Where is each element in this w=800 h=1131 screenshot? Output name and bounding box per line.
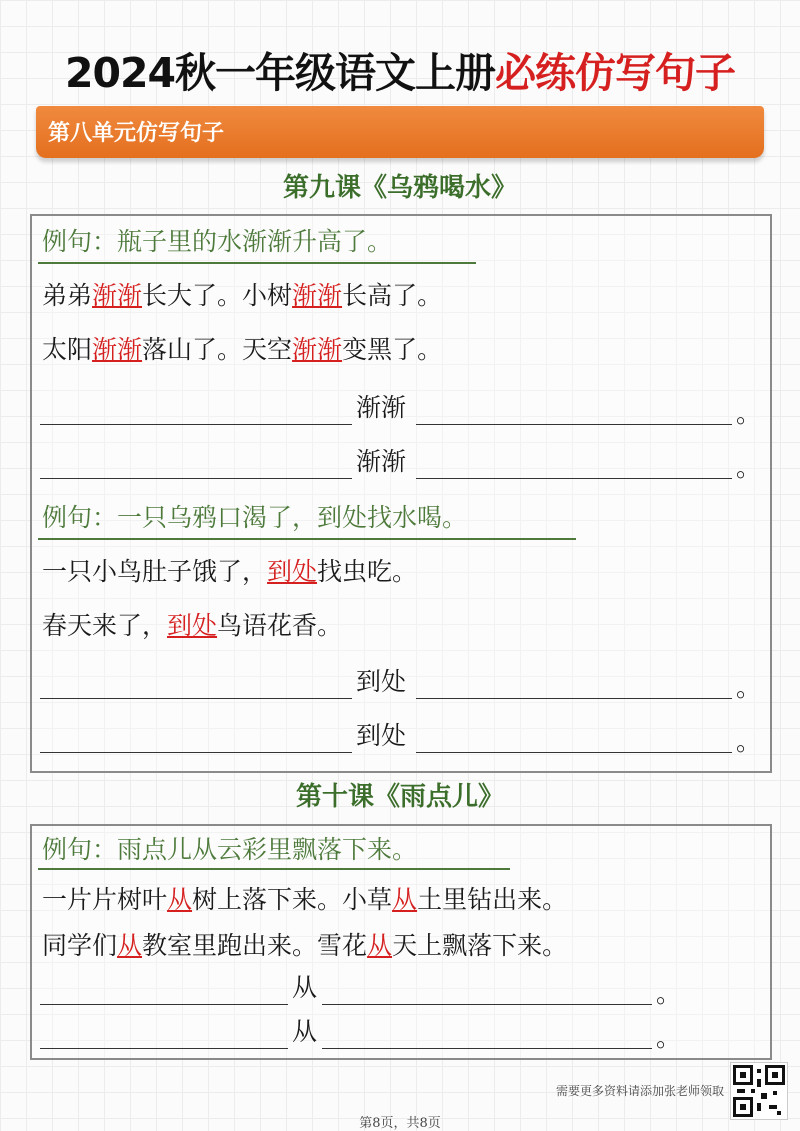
example-sentence-3: 例句：雨点儿从云彩里飘落下来。 — [42, 835, 418, 864]
blank-before[interactable] — [40, 424, 352, 425]
example-underline — [38, 538, 576, 540]
sample-line: 一只小鸟肚子饿了，到处找虫吃。 — [42, 557, 418, 586]
period: 。 — [736, 727, 762, 756]
unit-title: 第八单元仿写句子 — [48, 121, 225, 146]
blank-after[interactable] — [416, 478, 732, 479]
period: 。 — [736, 399, 762, 428]
blank-after[interactable] — [416, 752, 732, 753]
example-underline — [38, 262, 476, 264]
footer-note: 需要更多资料请添加张老师领取 — [556, 1084, 725, 1098]
fill-in-row — [40, 388, 760, 428]
sample-line: 同学们从教室里跑出来。雪花从天上飘落下来。 — [42, 931, 568, 960]
sample-line: 弟弟渐渐长大了。小树渐渐长高了。 — [42, 281, 443, 310]
blank-after[interactable] — [416, 698, 732, 699]
period: 。 — [736, 453, 762, 482]
fill-in-row — [40, 716, 760, 756]
sample-line: 一片片树叶从树上落下来。小草从土里钻出来。 — [42, 885, 568, 914]
blank-before[interactable] — [40, 698, 352, 699]
example-underline — [38, 868, 510, 870]
blank-before[interactable] — [40, 752, 352, 753]
page-title — [0, 40, 800, 99]
keyword: 到处 — [356, 667, 407, 696]
title-highlight: 必练仿写句子 — [495, 49, 736, 97]
page-number: 第8页，共8页 — [359, 1116, 441, 1131]
period: 。 — [736, 673, 762, 702]
fill-in-row — [40, 442, 760, 482]
keyword: 从 — [292, 1017, 318, 1046]
lesson-10-box — [30, 824, 772, 1060]
period: 。 — [656, 979, 682, 1008]
unit-banner — [36, 106, 764, 158]
title-main: 2024秋一年级语文上册 — [64, 49, 496, 97]
lesson-9-box — [30, 214, 772, 773]
fill-in-row — [40, 662, 760, 702]
fill-in-row — [40, 1012, 760, 1052]
example-sentence-1: 例句：瓶子里的水渐渐升高了。 — [42, 227, 393, 256]
blank-before[interactable] — [40, 1048, 288, 1049]
fill-in-row — [40, 968, 760, 1008]
keyword: 到处 — [356, 721, 407, 750]
blank-before[interactable] — [40, 1004, 288, 1005]
sample-line: 春天来了，到处鸟语花香。 — [42, 611, 343, 640]
example-sentence-2: 例句：一只乌鸦口渴了，到处找水喝。 — [42, 503, 468, 532]
period: 。 — [656, 1023, 682, 1052]
sample-line: 太阳渐渐落山了。天空渐渐变黑了。 — [42, 335, 443, 364]
lesson-title-10: 第十课《雨点儿》 — [295, 782, 504, 812]
blank-before[interactable] — [40, 478, 352, 479]
blank-after[interactable] — [322, 1048, 652, 1049]
keyword: 渐渐 — [356, 393, 407, 422]
keyword: 从 — [292, 973, 318, 1002]
lesson-title-9: 第九课《乌鸦喝水》 — [282, 173, 517, 203]
keyword: 渐渐 — [356, 447, 407, 476]
blank-after[interactable] — [416, 424, 732, 425]
blank-after[interactable] — [322, 1004, 652, 1005]
